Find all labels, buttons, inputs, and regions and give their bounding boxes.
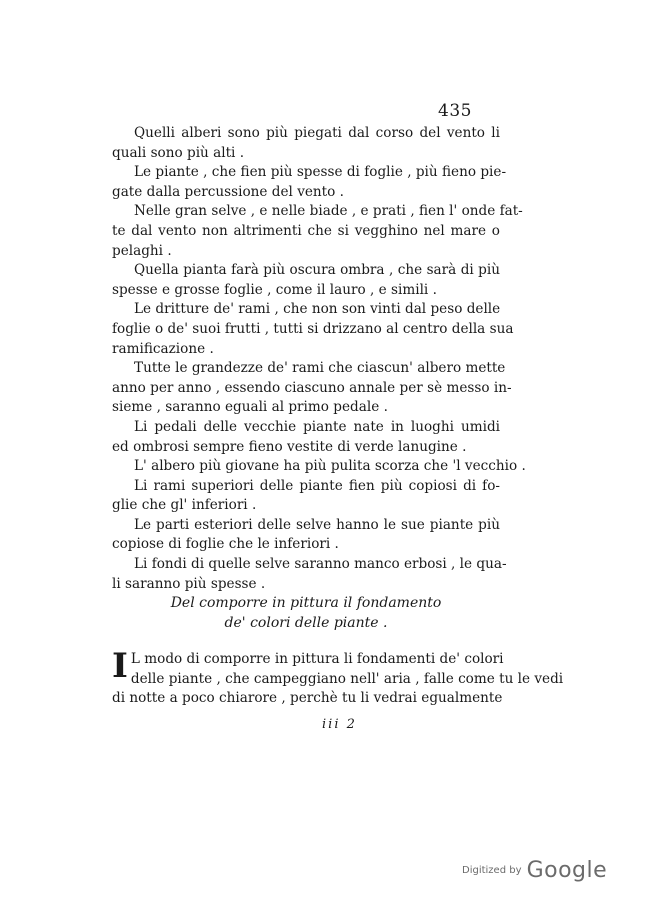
text-line: pelaghi . — [112, 242, 172, 259]
text-line: quali sono più alti . — [112, 144, 245, 161]
text-line: Le parti esteriori delle selve hanno le sue piante più — [134, 516, 500, 533]
text-line: foglie o de' suoi frutti , tutti si drizzano al centro della sua — [112, 320, 514, 337]
text-line: glie che gl' inferiori . — [112, 497, 257, 514]
signature-mark: iii 2 — [322, 717, 357, 732]
section-text — [112, 646, 564, 709]
text-line: L' albero più giovane ha più pulita scorza che 'l vecchio . — [134, 458, 526, 475]
text-line: Tutte le grandezze de' rami che ciascun' albero mette — [134, 360, 506, 377]
page-number: 435 — [438, 101, 472, 121]
text-line: anno per anno , essendo ciascuno annale per sè messo in- — [112, 379, 512, 396]
text-line: ed ombrosi sempre fieno vestite di verde lanugine . — [112, 438, 467, 455]
text-line: sieme , saranno eguali al primo pedale . — [112, 399, 388, 416]
text-line: L modo di comporre in pittura li fondamenti de' colori — [130, 651, 504, 667]
text-line: Li rami superiori delle piante fien più copiosi di fo- — [134, 477, 500, 494]
text-line: Le piante , che fien più spesse di foglie , più fieno pie- — [134, 164, 507, 181]
heading-line: de' colori delle piante . — [224, 615, 388, 631]
text-line: Nelle gran selve , e nelle biade , e prati , fien l' onde fat- — [134, 203, 523, 220]
text-line: gate dalla percussione del vento . — [112, 183, 344, 200]
text-line: spesse e grosse foglie , come il lauro , e simili . — [112, 281, 437, 298]
body-text — [112, 124, 526, 594]
digitized-footer — [462, 858, 607, 883]
text-line: Li fondi di quelle selve saranno manco erbosi , le qua- — [134, 556, 507, 573]
text-line: copiose di foglie che le inferiori . — [112, 536, 339, 553]
text-line: ramificazione . — [112, 340, 214, 357]
text-line: Quelli alberi sono più piegati dal corso del vento li — [134, 125, 500, 141]
section-heading — [112, 593, 500, 633]
drop-cap: I — [112, 646, 128, 686]
text-line: te dal vento non altrimenti che si vegghino nel mare o — [112, 222, 500, 239]
heading-line: Del comporre in pittura il fondamento — [170, 595, 442, 611]
text-line: Li pedali delle vecchie piante nate in luoghi umidi — [134, 418, 500, 435]
text-line: delle piante , che campeggiano nell' aria , falle come tu le vedi — [130, 670, 564, 687]
text-line: di notte a poco chiarore , perchè tu li vedrai egualmente — [112, 690, 503, 707]
text-line: Le dritture de' rami , che non son vinti dal peso delle — [134, 301, 501, 318]
footer-prefix: Digitized by — [462, 865, 522, 876]
text-line: li saranno più spesse . — [112, 575, 266, 592]
google-logo: Google — [526, 858, 608, 883]
text-line: Quella pianta farà più oscura ombra , che sarà di più — [134, 262, 500, 279]
